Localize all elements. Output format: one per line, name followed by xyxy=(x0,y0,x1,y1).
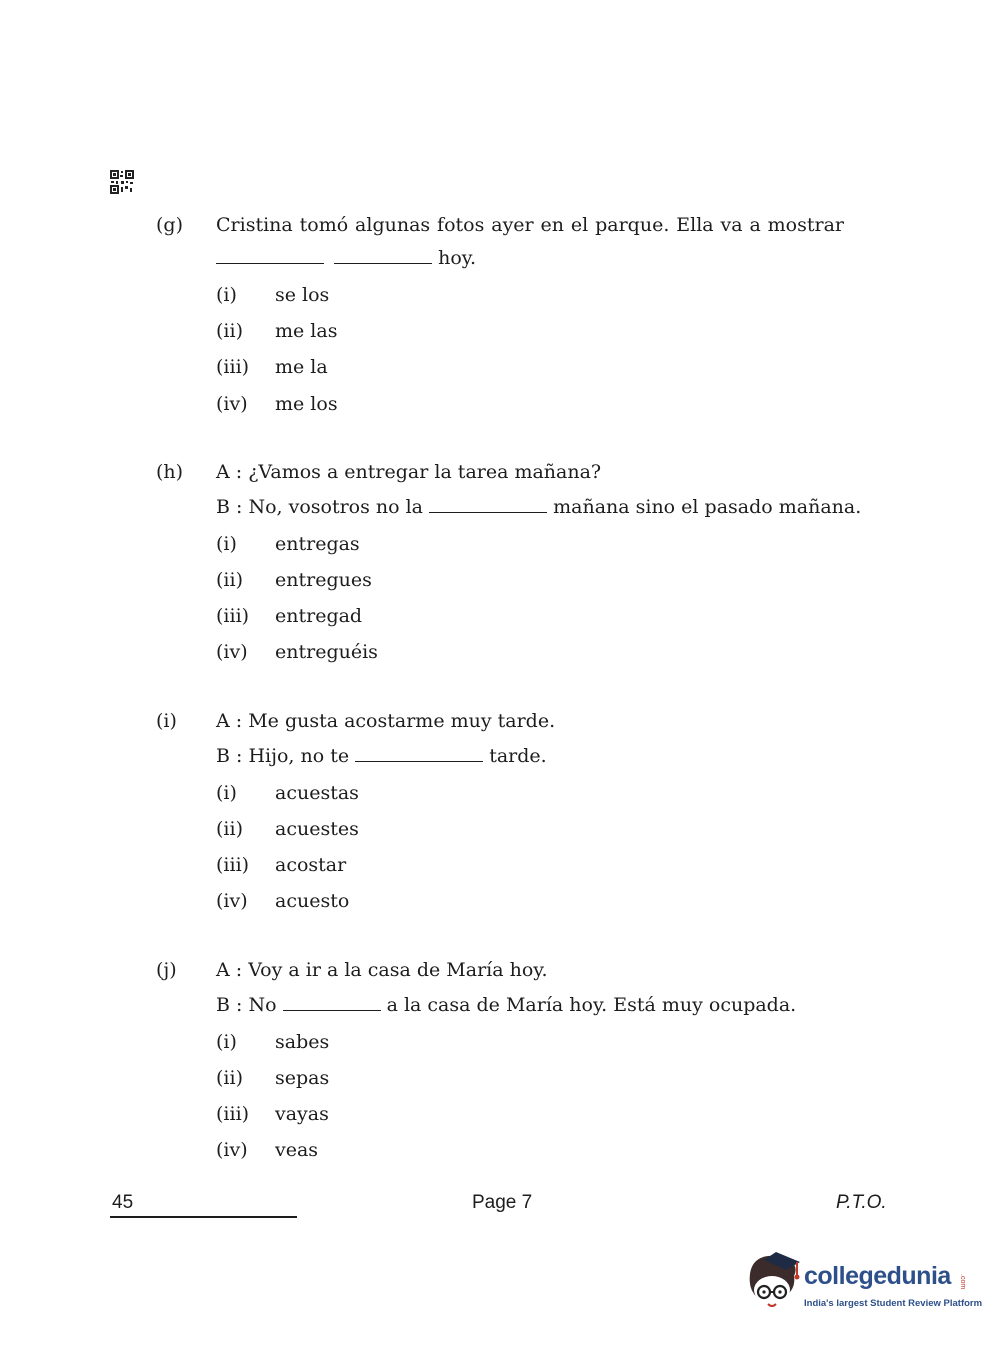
question-text-line2 xyxy=(216,247,476,269)
question-label: (i) xyxy=(156,710,177,732)
option-number: (iv) xyxy=(216,393,248,415)
footer-rule xyxy=(110,1216,297,1218)
option-text: acuestas xyxy=(275,782,359,804)
option-text: entregues xyxy=(275,569,372,591)
option-text: acuesto xyxy=(275,890,350,912)
brand-tagline: India's largest Student Review Platform xyxy=(804,1298,983,1309)
option-number: (iv) xyxy=(216,641,248,663)
pto-label: P.T.O. xyxy=(836,1192,887,1213)
option-number: (iii) xyxy=(216,1103,250,1125)
option-text: se los xyxy=(275,284,330,306)
answer-blank xyxy=(334,262,432,264)
option-text: me las xyxy=(275,320,338,342)
question-text-end: hoy. xyxy=(438,247,477,269)
question-label: (h) xyxy=(156,461,184,483)
option-number: (ii) xyxy=(216,1067,243,1089)
dialogue-line-b-end: tarde. xyxy=(489,745,547,767)
answer-blank xyxy=(355,760,483,762)
option-number: (ii) xyxy=(216,320,243,342)
option-text: veas xyxy=(275,1139,319,1161)
dialogue-line-b xyxy=(216,745,547,767)
dialogue-line-b-start: B : No xyxy=(216,994,277,1016)
option-number: (ii) xyxy=(216,569,243,591)
mascot-icon xyxy=(742,1248,804,1314)
dialogue-line-b xyxy=(216,496,861,518)
answer-blank xyxy=(429,511,547,513)
option-number: (i) xyxy=(216,533,237,555)
answer-blank xyxy=(283,1009,381,1011)
brand-suffix: .com xyxy=(959,1274,966,1290)
paper-code: 45 xyxy=(112,1192,134,1213)
option-number: (iv) xyxy=(216,1139,248,1161)
option-text: vayas xyxy=(275,1103,329,1125)
dialogue-line-a: A : ¿Vamos a entregar la tarea mañana? xyxy=(216,461,602,483)
dialogue-line-b-end: mañana sino el pasado mañana. xyxy=(553,496,862,518)
question-label: (g) xyxy=(156,214,183,236)
dialogue-line-b-end: a la casa de María hoy. Está muy ocupada. xyxy=(386,994,797,1016)
option-number: (iii) xyxy=(216,854,250,876)
page-number: Page 7 xyxy=(472,1192,533,1213)
option-number: (i) xyxy=(216,284,237,306)
option-text: sabes xyxy=(275,1031,330,1053)
option-text: acostar xyxy=(275,854,347,876)
option-number: (ii) xyxy=(216,818,243,840)
question-label: (j) xyxy=(156,959,177,981)
dialogue-line-b xyxy=(216,994,796,1016)
dialogue-line-b-start: B : No, vosotros no la xyxy=(216,496,424,518)
option-number: (i) xyxy=(216,782,237,804)
dialogue-line-a: A : Voy a ir a la casa de María hoy. xyxy=(216,959,548,981)
brand-name: collegedunia xyxy=(804,1262,951,1290)
dialogue-line-a: A : Me gusta acostarme muy tarde. xyxy=(216,710,556,732)
question-text: Cristina tomó algunas fotos ayer en el parque. Ella va a mostrar xyxy=(216,214,844,236)
option-number: (iii) xyxy=(216,356,250,378)
brand-logo xyxy=(742,1248,983,1314)
option-text: me los xyxy=(275,393,338,415)
answer-blank xyxy=(216,262,324,264)
option-number: (iii) xyxy=(216,605,250,627)
dialogue-line-b-start: B : Hijo, no te xyxy=(216,745,350,767)
qr-code-icon xyxy=(110,170,134,194)
option-number: (i) xyxy=(216,1031,237,1053)
option-text: acuestes xyxy=(275,818,359,840)
option-text: sepas xyxy=(275,1067,330,1089)
option-text: entregad xyxy=(275,605,363,627)
option-number: (iv) xyxy=(216,890,248,912)
option-text: entregas xyxy=(275,533,360,555)
option-text: entreguéis xyxy=(275,641,378,663)
option-text: me la xyxy=(275,356,328,378)
